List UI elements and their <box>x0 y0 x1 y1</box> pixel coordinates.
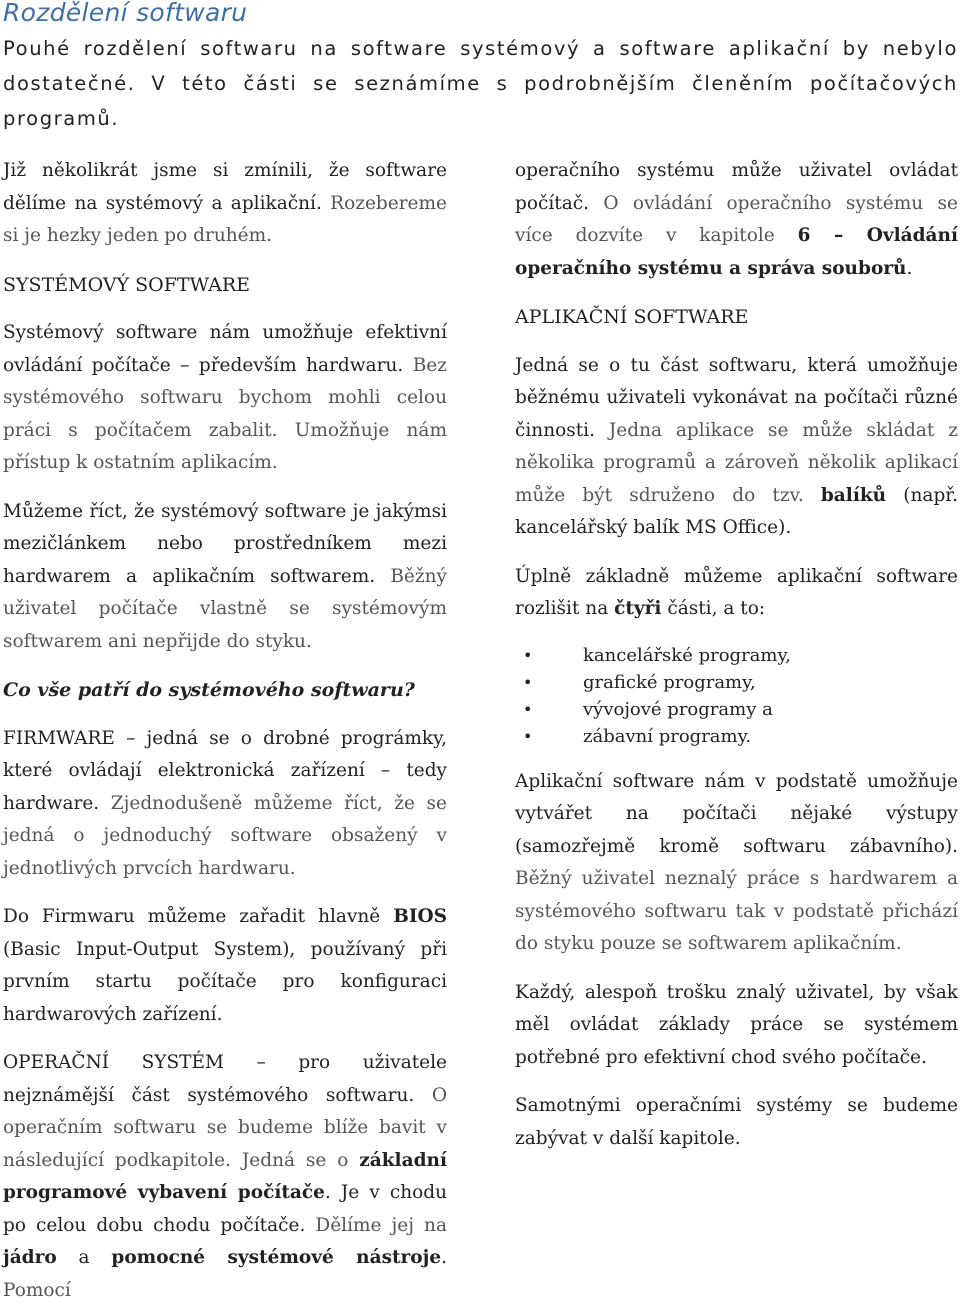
paragraph-app-4: Každý, alespoň trošku znalý uživatel, by však měl ovládat základy práce se systémem potřebné pro efektivní chod svého počítače. <box>515 981 958 1068</box>
page-title: Rozdělení softwaru <box>3 0 248 27</box>
paragraph-app-5: Samotnými operačními systémy se budeme zabývat v další kapitole. <box>515 1095 958 1149</box>
paragraph-app-2: Úplně základně můžeme aplikační software rozlišit na čtyři části, a to: <box>515 565 958 619</box>
paragraph-app-1: Jedná se o tu část softwaru, která umožňuje běžnému uživateli vykonávat na počítači různé činnosti. Jedna aplikace se může skládat z několika programů a zároveň několik aplikací může být sdruženo do tzv. balíků (např. kancelářský balík MS Office). <box>515 354 958 538</box>
list-item: • zábavní programy. <box>583 723 958 750</box>
intro-paragraph: Pouhé rozdělení softwaru na software systémový a software aplikační by nebylo dostatečné. V této části se seznámíme s podrobnějším členěním počítačových programů. <box>3 37 958 130</box>
heading-question: Co vše patří do systémového softwaru? <box>3 679 415 701</box>
paragraph-os-continued: operačního systému může uživatel ovládat počítač. O ovládání operačního systému se více dozvíte v kapitole 6 – Ovládání operačního systému a správa souborů. <box>515 160 958 279</box>
list-item: • grafické programy, <box>583 669 958 696</box>
list-item: • vývojové programy a <box>583 696 958 723</box>
right-column <box>515 155 958 1155</box>
paragraph-os: OPERAČNÍ SYSTÉM – pro uživatele nejznámější část systémového softwaru. O operačním softwaru se budeme blíže bavit v následující podkapitole. Jedná se o základní programové vybavení počítače. Je v chodu po celou dobu chodu počítače. Dělíme jej na jádro a pomocné systémové nástroje. Pomocí <box>3 1052 448 1301</box>
paragraph-intro: Již několikrát jsme si zmínili, že software dělíme na systémový a aplikační. Rozebereme si je hezky jeden po druhém. <box>3 160 447 246</box>
paragraph-system-2: Můžeme říct, že systémový software je jakýmsi mezičlánkem nebo prostředníkem mezi hardwarem a aplikačním softwarem. Běžný uživatel počítače vlastně se systémovým softwarem ani nepřijde do styku. <box>3 500 447 652</box>
paragraph-system-1: Systémový software nám umožňuje efektivní ovládání počítače – především hardwaru. Bez systémového softwaru bychom mohli celou práci s počítačem zabalit. Umožňuje nám přístup k ostatním aplikacím. <box>3 322 447 473</box>
paragraph-bios: Do Firmwaru můžeme zařadit hlavně BIOS (Basic Input-Output System), používaný při prvním startu počítače pro konfiguraci hardwarových zařízení. <box>3 906 447 1025</box>
heading-system-software: SYSTÉMOVÝ SOFTWARE <box>3 273 251 296</box>
list-item: • kancelářské programy, <box>583 642 958 669</box>
left-column <box>3 155 447 1307</box>
paragraph-firmware: FIRMWARE – jedná se o drobné prográmky, které ovládají elektronická zařízení – tedy hardware. Zjednodušeně můžeme říct, že se jedná o jednoduchý software obsažený v jednotlivých prvcích hardwaru. <box>3 727 447 879</box>
heading-application-software: APLIKAČNÍ SOFTWARE <box>515 306 749 328</box>
app-category-list <box>515 642 958 750</box>
paragraph-app-3: Aplikační software nám v podstatě umožňuje vytvářet na počítači nějaké výstupy (samozřejmě kromě softwaru zábavního). Běžný uživatel neznalý práce s hardwarem a systémového softwaru tak v podstatě přichází do styku pouze se softwarem aplikačním. <box>515 770 958 954</box>
